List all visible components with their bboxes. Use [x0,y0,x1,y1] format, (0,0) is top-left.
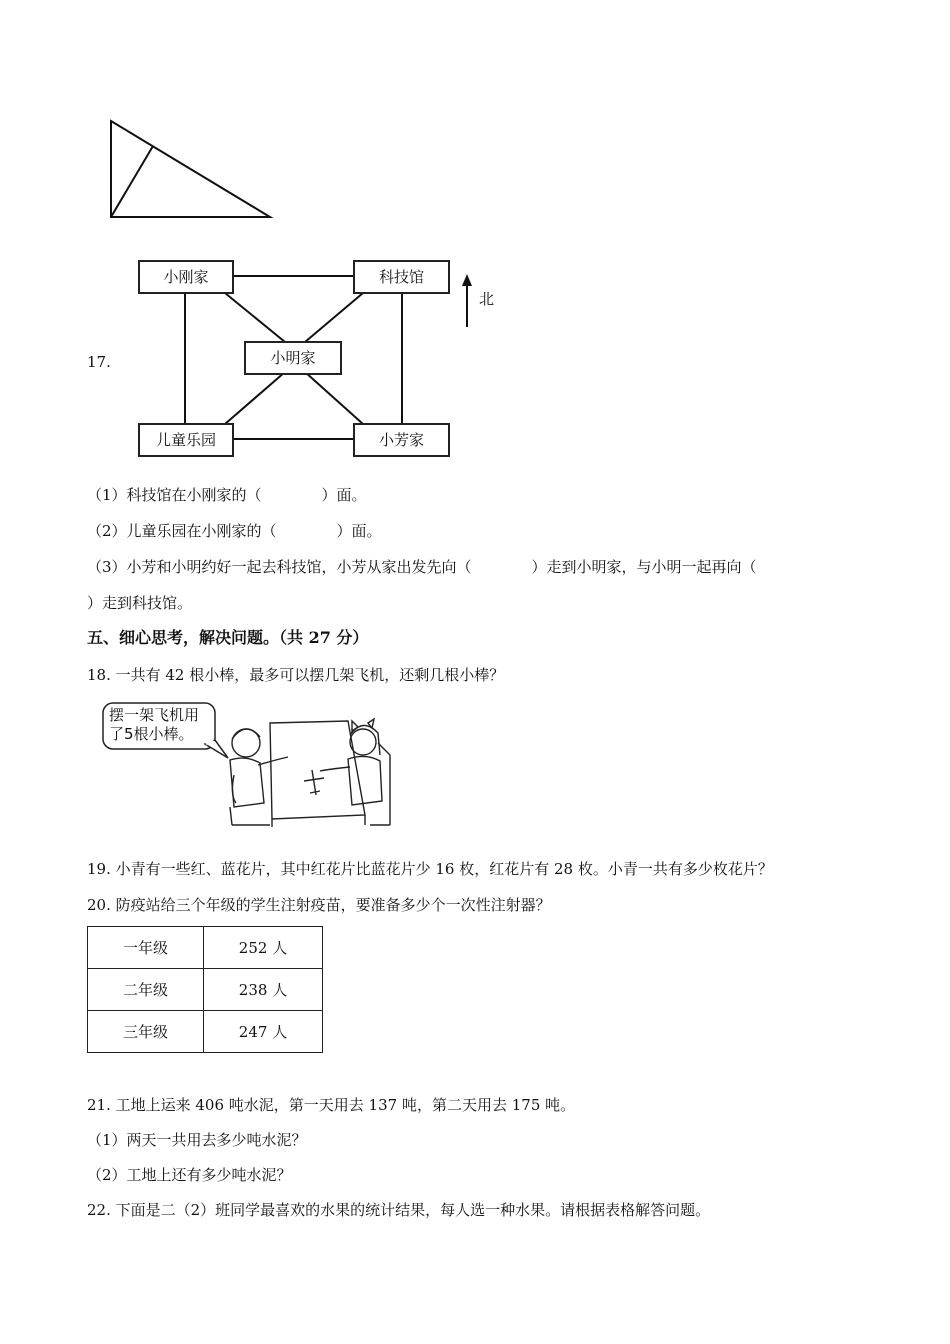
map-box-xiaoming-home: 小明家 [244,341,342,375]
question-18-text: 18. 一共有 42 根小棒，最多可以摆几架飞机，还剩几根小棒？ [87,666,505,684]
table-cell-count: 247 人 [204,1011,323,1053]
children-drawing [220,715,395,830]
map-box-childrens-park: 儿童乐园 [138,423,234,457]
map-box-xiaogang-home: 小刚家 [138,260,234,294]
question-17-number: 17. [87,353,111,371]
table-cell-count: 252 人 [204,927,323,969]
question-22-text: 22. 下面是二（2）班同学最喜欢的水果的统计结果，每人选一种水果。请根据表格解答问题。 [87,1201,711,1219]
question-17-part-3: （3）小芳和小明约好一起去科技馆，小芳从家出发先向（ ）走到小明家，与小明一起再向（ [87,558,757,576]
question-17-part-2: （2）儿童乐园在小刚家的（ ）面。 [87,522,382,540]
grade-student-table [87,926,323,1053]
question-19-text: 19. 小青有一些红、蓝花片，其中红花片比蓝花片少 16 枚，红花片有 28 枚。小青一共有多少枚花片？ [87,860,773,878]
table-row [88,1011,323,1053]
section-5-heading: 五、细心思考，解决问题。（共 27 分） [87,628,369,647]
table-cell-count: 238 人 [204,969,323,1011]
table-cell-grade: 二年级 [88,969,204,1011]
table-cell-grade: 三年级 [88,1011,204,1053]
question-17-part-1: （1）科技馆在小刚家的（ ）面。 [87,486,367,504]
table-row [88,927,323,969]
triangle-figure [100,112,280,224]
table-row [88,969,323,1011]
map-box-science-museum: 科技馆 [353,260,450,294]
speech-bubble-line-2: 了5根小棒。 [109,725,194,743]
table-cell-grade: 一年级 [88,927,204,969]
north-label: 北 [479,290,495,308]
question-17-part-3-continued: ）走到科技馆。 [87,594,193,612]
question-21-part-1: （1）两天一共用去多少吨水泥？ [87,1131,307,1149]
question-20-text: 20. 防疫站给三个年级的学生注射疫苗，要准备多少个一次性注射器？ [87,896,551,914]
question-21-text: 21. 工地上运来 406 吨水泥，第一天用去 137 吨，第二天用去 175 吨。 [87,1096,576,1114]
direction-map [130,252,510,462]
kids-building-plane-illustration [100,700,395,830]
map-box-xiaofang-home: 小芳家 [353,423,450,457]
question-21-part-2: （2）工地上还有多少吨水泥？ [87,1166,292,1184]
speech-bubble-line-1: 摆一架飞机用 [109,706,200,724]
